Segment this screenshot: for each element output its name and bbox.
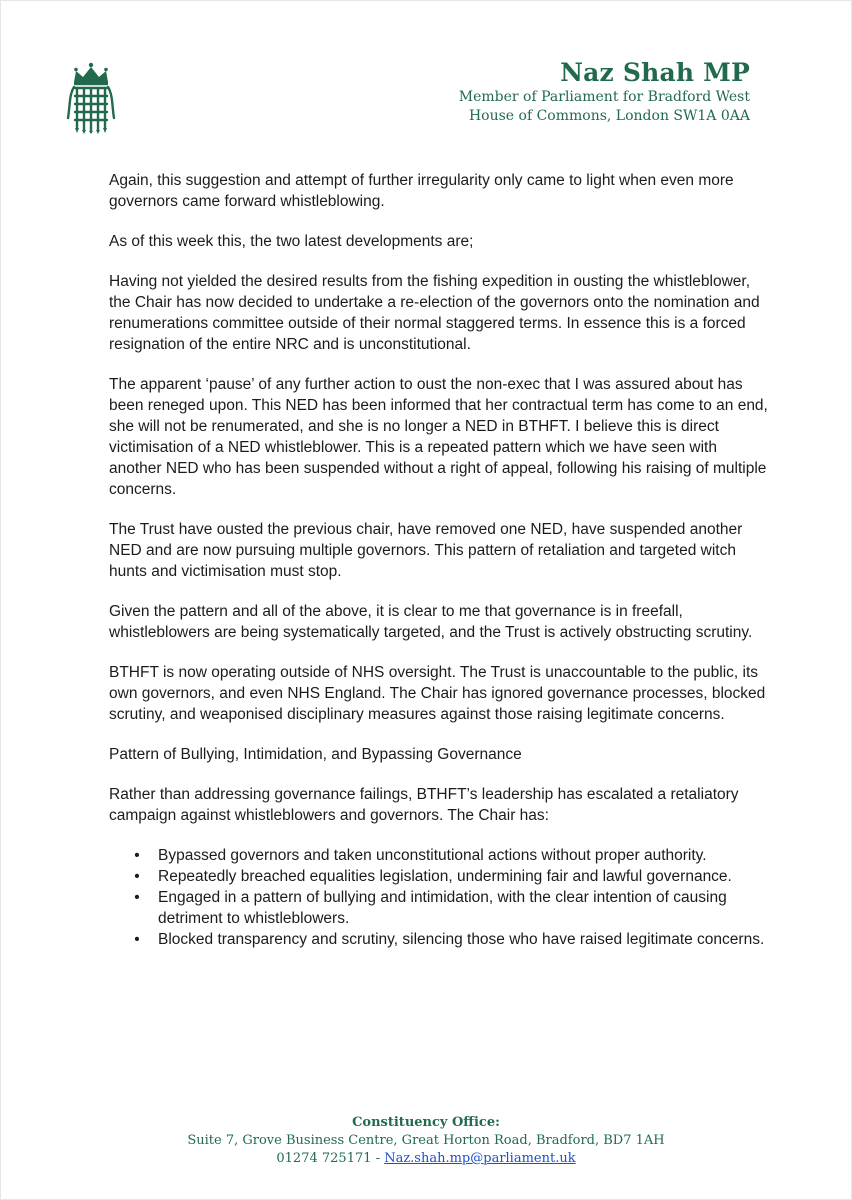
office-address: Suite 7, Grove Business Centre, Great Horton Road, Bradford, BD7 1AH (187, 1133, 665, 1148)
bullet-icon: • (134, 868, 140, 885)
mp-name: Naz Shah MP (560, 58, 750, 87)
paragraph: As of this week this, the two latest developments are; (109, 233, 474, 250)
list-item-text: Blocked transparency and scrutiny, silencing those who have raised legitimate concerns. (158, 931, 765, 948)
footer (0, 1114, 852, 1168)
list-item (109, 887, 769, 929)
portcullis-icon (66, 62, 116, 134)
contact-line (0, 1150, 852, 1168)
letter-body (109, 170, 769, 950)
paragraph: Again, this suggestion and attempt of further irregularity only came to light when even more governors came forward whistleblowing. (109, 172, 734, 210)
email-link[interactable]: Naz.shah.mp@parliament.uk (384, 1151, 576, 1166)
list-item-text: Bypassed governors and taken unconstitutional actions without proper authority. (158, 847, 707, 864)
separator: - (371, 1151, 385, 1166)
mp-role: Member of Parliament for Bradford West (458, 89, 750, 105)
section-heading: Pattern of Bullying, Intimidation, and Bypassing Governance (109, 746, 522, 763)
list-item (109, 845, 769, 866)
paragraph: BTHFT is now operating outside of NHS oversight. The Trust is unaccountable to the public, its own governors, and even NHS England. The Chair has ignored governance processes, blocked scrutiny, and weaponised disciplinary measures against those raising legitimate concerns. (109, 664, 766, 723)
phone-number: 01274 725171 (276, 1151, 372, 1166)
paragraph: Given the pattern and all of the above, it is clear to me that governance is in freefall, whistleblowers are being systematically targeted, and the Trust is actively obstructing scrutiny. (109, 603, 753, 641)
bullet-list (109, 845, 769, 950)
paragraph: The apparent ‘pause’ of any further action to oust the non-exec that I was assured about has been reneged upon. This NED has been informed that her contractual term has come to an end, she will not be renumerated, and she is no longer a NED in BTHFT. I believe this is direct victimisation of a NED whistleblower. This is a repeated pattern which we have seen with another NED who has been suspended without a right of appeal, following his raising of multiple concerns. (109, 376, 768, 498)
paragraph: Rather than addressing governance failings, BTHFT’s leadership has escalated a retaliatory campaign against whistleblowers and governors. The Chair has: (109, 786, 739, 824)
list-item-text: Repeatedly breached equalities legislation, undermining fair and lawful governance. (158, 868, 732, 885)
bullet-icon: • (134, 931, 140, 948)
list-item (109, 866, 769, 887)
office-title: Constituency Office: (352, 1115, 500, 1130)
paragraph: The Trust have ousted the previous chair, have removed one NED, have suspended another NED and are now pursuing multiple governors. This pattern of retaliation and targeted witch hunts and victimisation must stop. (109, 521, 743, 580)
list-item (109, 929, 769, 950)
mp-address: House of Commons, London SW1A 0AA (468, 108, 750, 124)
bullet-icon: • (134, 847, 140, 864)
list-item-text: Engaged in a pattern of bullying and intimidation, with the clear intention of causing detriment to whistleblowers. (158, 889, 727, 927)
letterhead (459, 58, 750, 126)
bullet-icon: • (134, 889, 140, 906)
paragraph: Having not yielded the desired results from the fishing expedition in ousting the whistleblower, the Chair has now decided to undertake a re-election of the governors onto the nomination and renumerations committee outside of their normal staggered terms. In essence this is a forced resignation of the entire NRC and is unconstitutional. (109, 273, 760, 353)
